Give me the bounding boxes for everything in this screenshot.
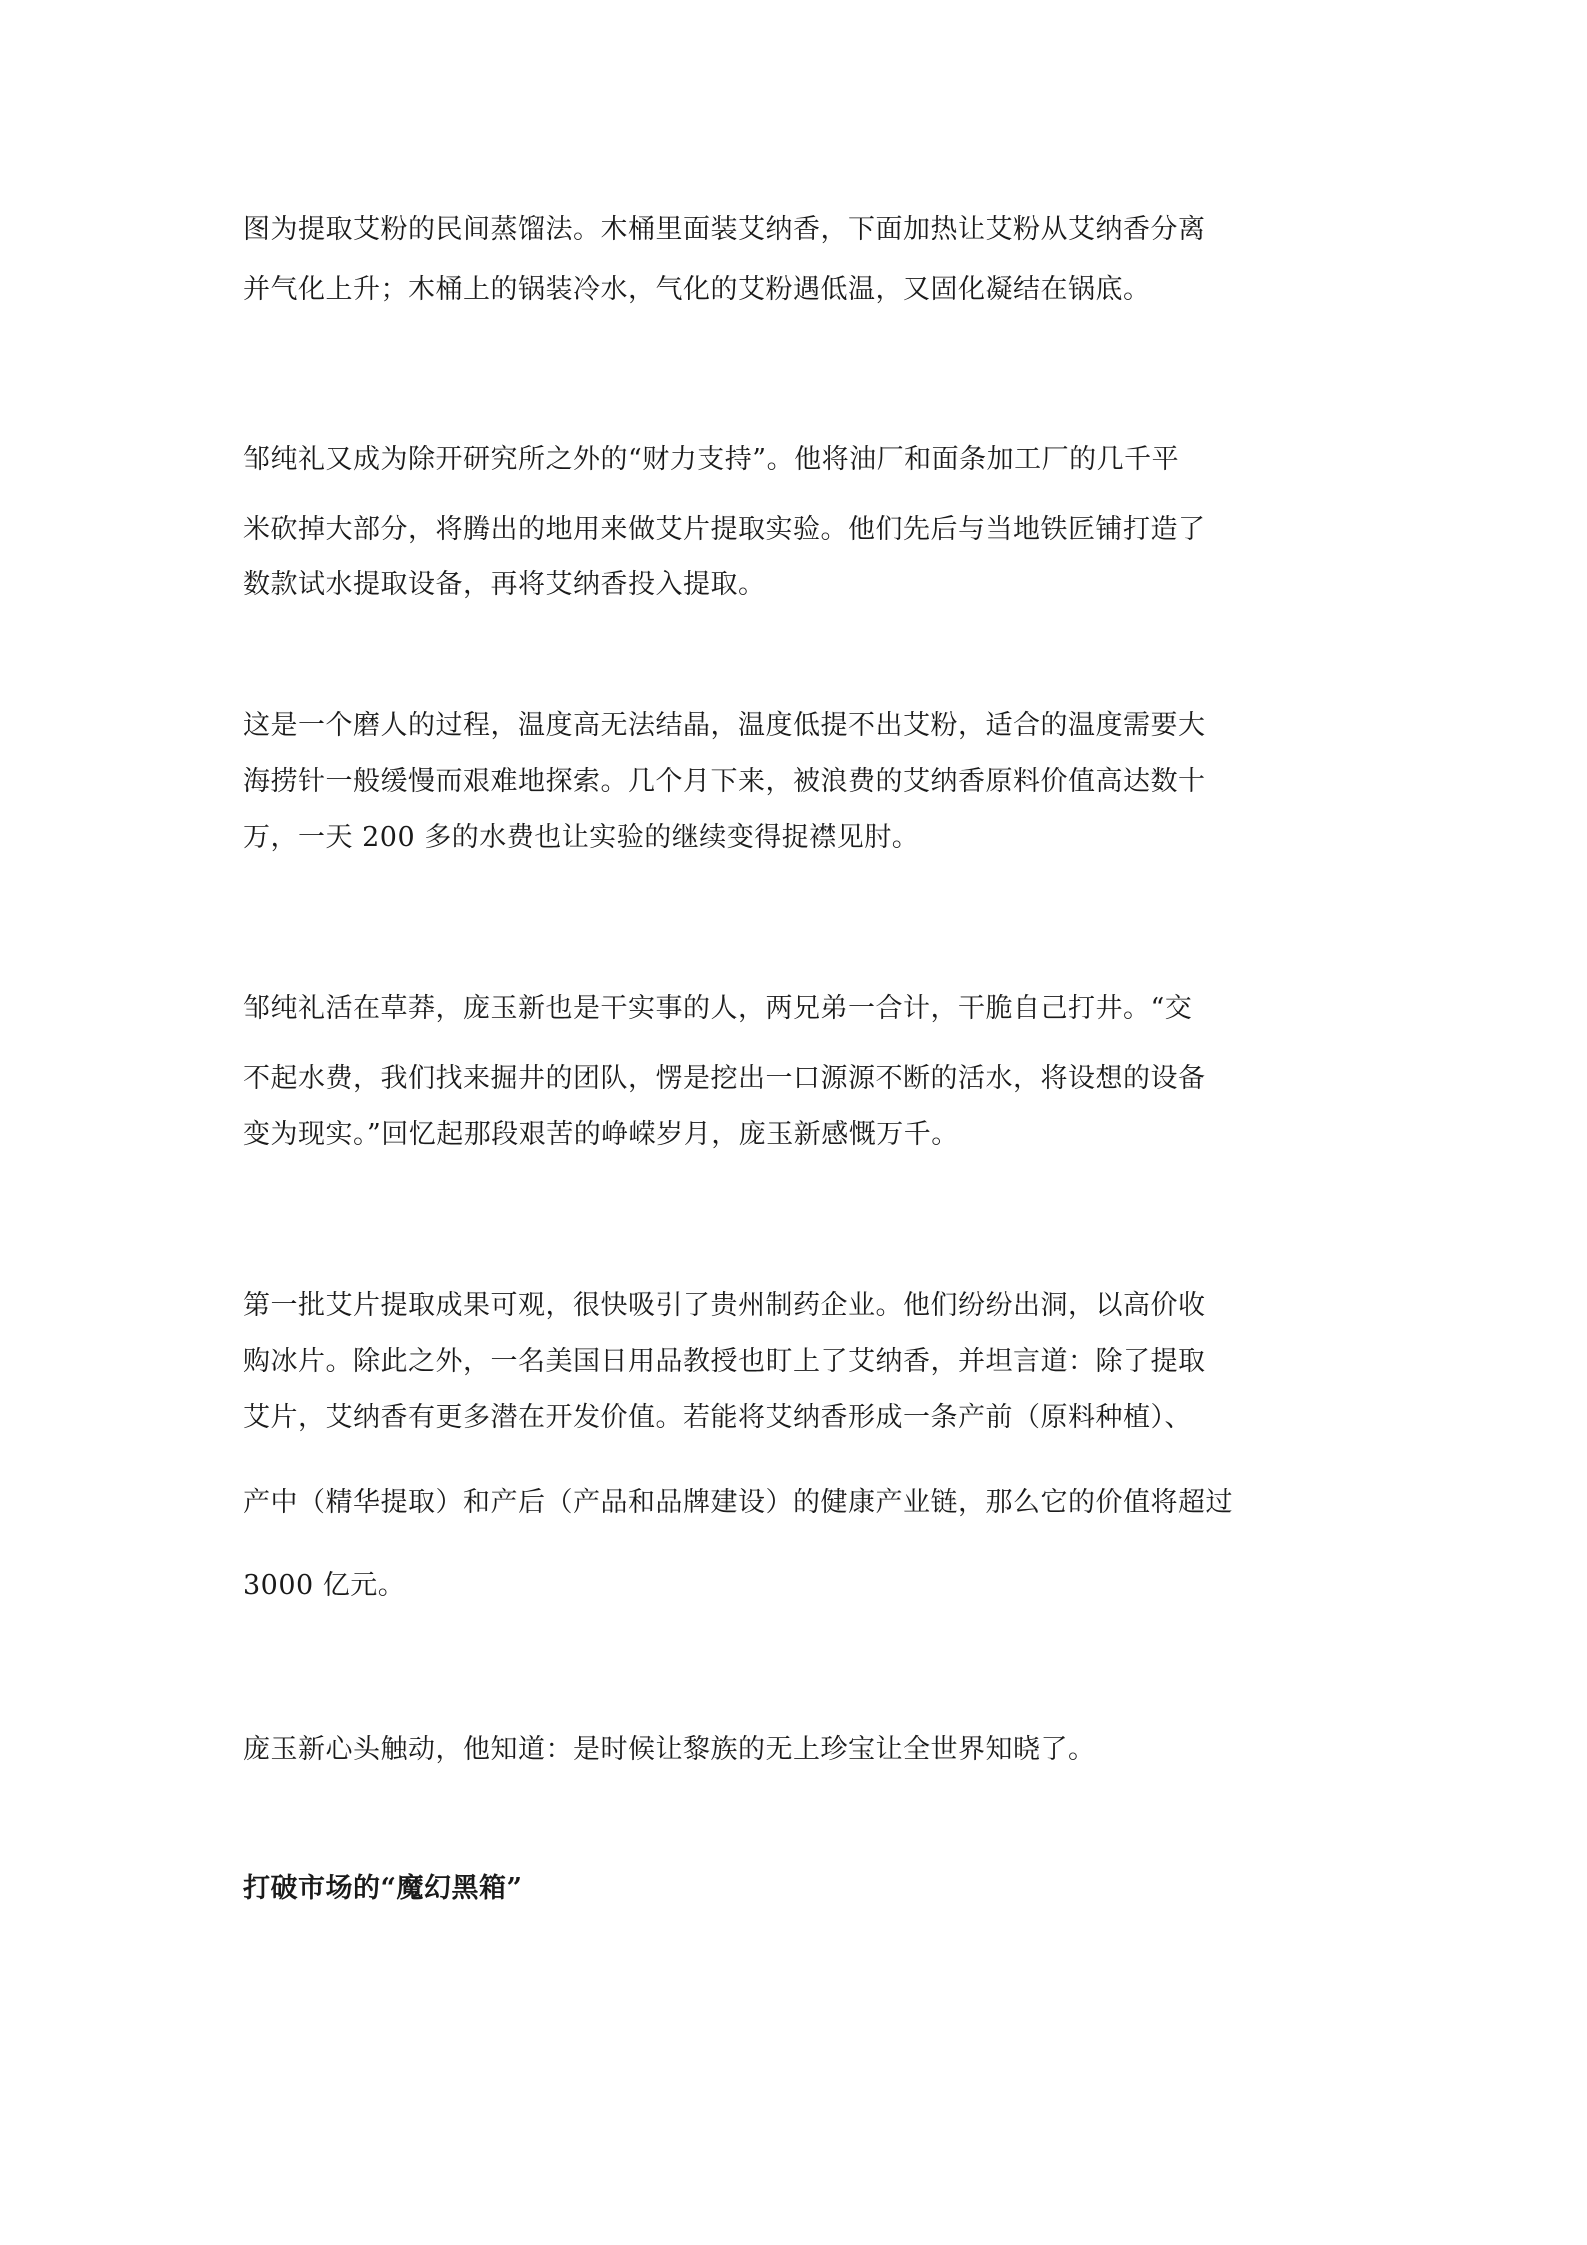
paragraph-5-line-2: 购冰片。除此之外，一名美国日用品教授也盯上了艾纳香，并坦言道：除了提取 [243, 1346, 1206, 1377]
paragraph-2-line-2: 米砍掉大部分，将腾出的地用来做艾片提取实验。他们先后与当地铁匠铺打造了 [243, 514, 1206, 545]
paragraph-5-line-3: 艾片，艾纳香有更多潜在开发价值。若能将艾纳香形成一条产前（原料种植）、 [243, 1402, 1192, 1433]
paragraph-3-line-3: 万，一天 200 多的水费也让实验的继续变得捉襟见肘。 [243, 822, 920, 853]
paragraph-1-line-2: 并气化上升；木桶上的锅装冷水，气化的艾粉遇低温，又固化凝结在锅底。 [243, 274, 1151, 305]
paragraph-6-line-1: 庞玉新心头触动，他知道：是时候让黎族的无上珍宝让全世界知晓了。 [243, 1734, 1096, 1765]
paragraph-2-line-3: 数款试水提取设备，再将艾纳香投入提取。 [243, 569, 766, 600]
paragraph-2-line-1: 邹纯礼又成为除开研究所之外的“财力支持”。他将油厂和面条加工厂的几千平 [243, 444, 1180, 475]
paragraph-3-line-1: 这是一个磨人的过程，温度高无法结晶，温度低提不出艾粉，适合的温度需要大 [243, 710, 1206, 741]
section-heading: 打破市场的“魔幻黑箱” [243, 1873, 523, 1904]
paragraph-5-line-5: 3000 亿元。 [243, 1570, 406, 1601]
paragraph-1-line-1: 图为提取艾粉的民间蒸馏法。木桶里面装艾纳香，下面加热让艾粉从艾纳香分离 [243, 214, 1206, 245]
paragraph-4-line-1: 邹纯礼活在草莽，庞玉新也是干实事的人，两兄弟一合计，干脆自己打井。“交 [243, 993, 1193, 1024]
paragraph-3-line-2: 海捞针一般缓慢而艰难地探索。几个月下来，被浪费的艾纳香原料价值高达数十 [243, 766, 1206, 797]
paragraph-4-line-3: 变为现实。”回忆起那段艰苦的峥嵘岁月，庞玉新感慨万千。 [243, 1119, 959, 1150]
paragraph-5-line-4: 产中（精华提取）和产后（产品和品牌建设）的健康产业链，那么它的价值将超过 [243, 1487, 1233, 1518]
paragraph-5-line-1: 第一批艾片提取成果可观，很快吸引了贵州制药企业。他们纷纷出洞，以高价收 [243, 1290, 1206, 1321]
paragraph-4-line-2: 不起水费，我们找来掘井的团队，愣是挖出一口源源不断的活水，将设想的设备 [243, 1063, 1206, 1094]
